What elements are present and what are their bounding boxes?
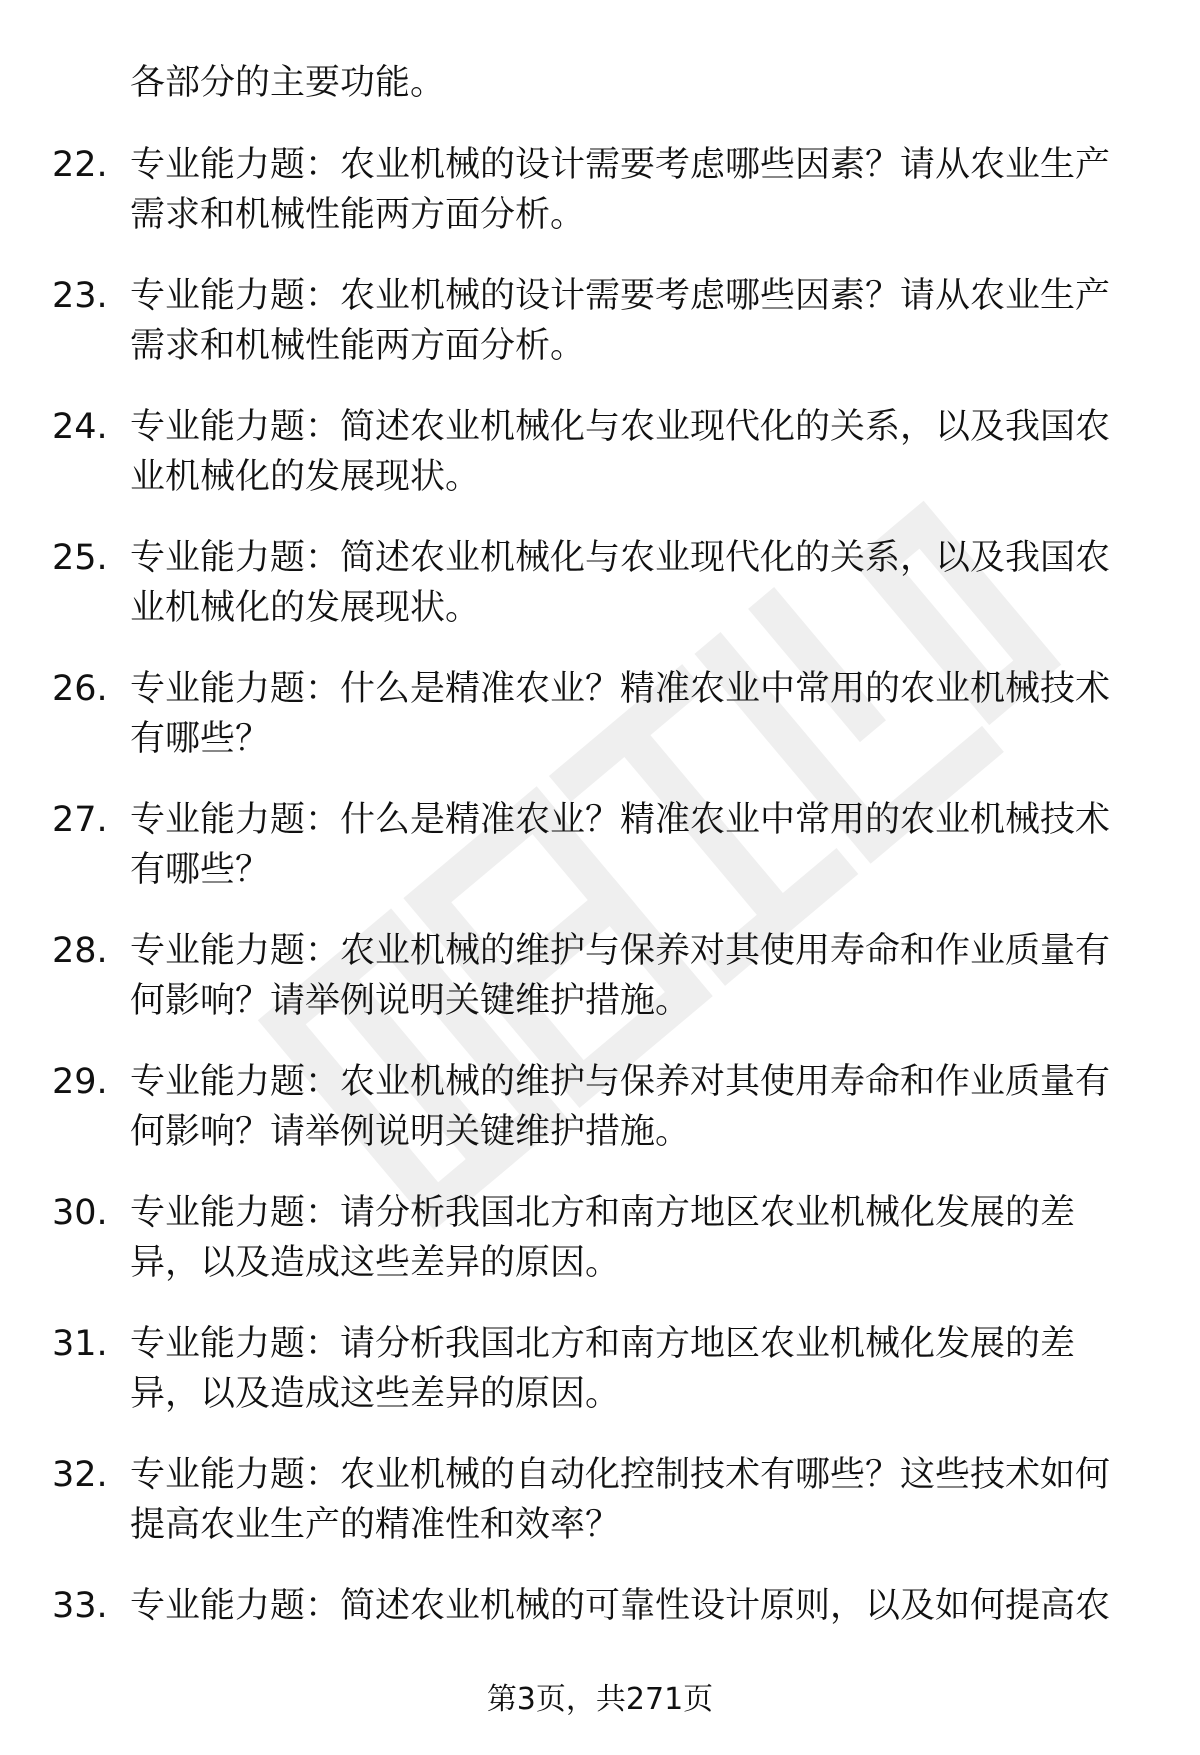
question-text: 专业能力题：什么是精准农业？精准农业中常用的农业机械技术有哪些？	[130, 669, 1111, 759]
question-text: 专业能力题：农业机械的自动化控制技术有哪些？这些技术如何提高农业生产的精准性和效率？	[130, 1455, 1111, 1545]
question-item	[0, 1319, 1200, 1450]
question-number: 26.	[52, 669, 108, 709]
question-text: 专业能力题：请分析我国北方和南方地区农业机械化发展的差异，以及造成这些差异的原因。	[130, 1324, 1076, 1414]
question-item	[0, 926, 1200, 1057]
question-number: 29.	[52, 1062, 108, 1102]
question-item	[0, 1188, 1200, 1319]
question-list	[0, 140, 1200, 1712]
question-number: 33.	[52, 1586, 108, 1626]
question-text: 专业能力题：请分析我国北方和南方地区农业机械化发展的差异，以及造成这些差异的原因。	[130, 1193, 1076, 1283]
question-text: 专业能力题：简述农业机械化与农业现代化的关系，以及我国农业机械化的发展现状。	[130, 538, 1111, 628]
question-item	[0, 1450, 1200, 1581]
question-item	[0, 271, 1200, 402]
question-number: 23.	[52, 276, 108, 316]
question-item	[0, 795, 1200, 926]
question-number: 28.	[52, 931, 108, 971]
question-item	[0, 1057, 1200, 1188]
question-number: 25.	[52, 538, 108, 578]
question-item	[0, 402, 1200, 533]
question-number: 32.	[52, 1455, 108, 1495]
question-item	[0, 140, 1200, 271]
question-text: 专业能力题：农业机械的设计需要考虑哪些因素？请从农业生产需求和机械性能两方面分析。	[130, 145, 1111, 235]
question-number: 24.	[52, 407, 108, 447]
question-text: 专业能力题：简述农业机械化与农业现代化的关系，以及我国农业机械化的发展现状。	[130, 407, 1111, 497]
continuation-text: 各部分的主要功能。	[130, 63, 446, 103]
question-number: 27.	[52, 800, 108, 840]
question-item	[0, 533, 1200, 664]
question-item	[0, 664, 1200, 795]
question-number: 31.	[52, 1324, 108, 1364]
question-text: 专业能力题：农业机械的维护与保养对其使用寿命和作业质量有何影响？请举例说明关键维护措施。	[130, 1062, 1111, 1152]
question-text: 专业能力题：农业机械的设计需要考虑哪些因素？请从农业生产需求和机械性能两方面分析。	[130, 276, 1111, 366]
question-text: 专业能力题：什么是精准农业？精准农业中常用的农业机械技术有哪些？	[130, 800, 1111, 890]
question-number: 30.	[52, 1193, 108, 1233]
page-footer: 第3页，共271页	[486, 1682, 714, 1717]
question-text: 专业能力题：农业机械的维护与保养对其使用寿命和作业质量有何影响？请举例说明关键维护措施。	[130, 931, 1111, 1021]
question-text: 专业能力题：简述农业机械的可靠性设计原则，以及如何提高农	[130, 1586, 1111, 1626]
question-number: 22.	[52, 145, 108, 185]
